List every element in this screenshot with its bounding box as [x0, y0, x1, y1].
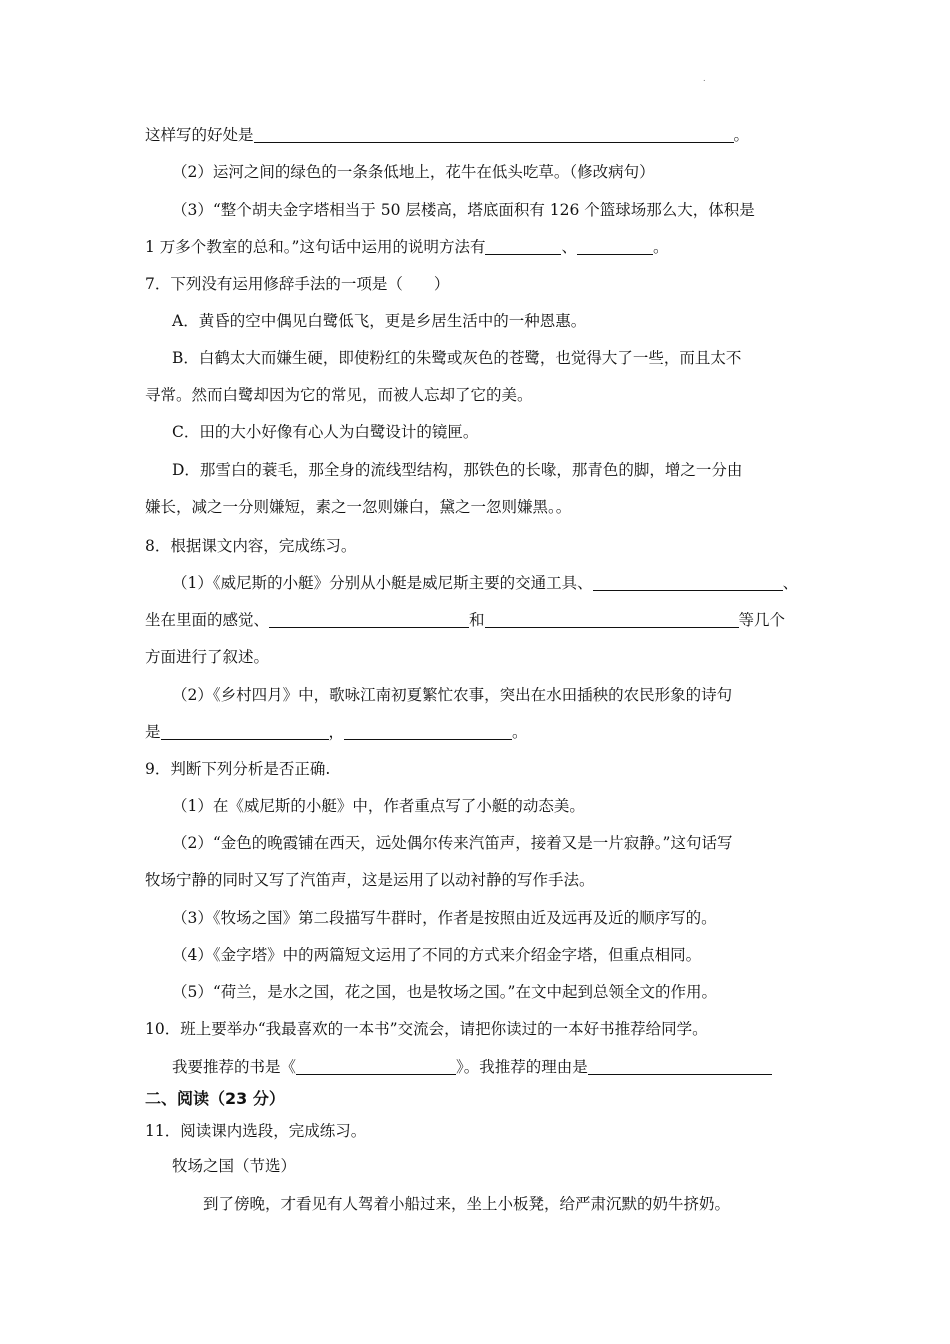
q9-1: （1）在《威尼斯的小艇》中，作者重点写了小艇的动态美。	[172, 797, 585, 815]
q8-blank-2[interactable]	[269, 611, 469, 628]
q6-2: （2）运河之间的绿色的一条条低地上，花牛在低头吃草。（修改病句）	[172, 163, 655, 181]
poem-blank-2[interactable]	[344, 723, 512, 740]
q9-4: （4）《金字塔》中的两篇短文运用了不同的方式来介绍金字塔，但重点相同。	[172, 946, 702, 964]
passage-paragraph: 到了傍晚，才看见有人驾着小船过来，坐上小板凳，给严肃沉默的奶牛挤奶。	[203, 1195, 731, 1213]
method-blank-1[interactable]	[485, 238, 561, 255]
q8-blank-1[interactable]	[593, 574, 783, 591]
q8-2-line2: 是 ， 。	[145, 723, 528, 741]
q9-3: （3）《牧场之国》第二段描写牛群时，作者是按照由近及远再及近的顺序写的。	[172, 909, 717, 927]
q6-3-line1: （3）“整个胡夫金字塔相当于 50 层楼高，塔底面积有 126 个篮球场那么大，体积是	[172, 201, 755, 219]
q6-3-line2: 1 万多个教室的总和。”这句话中运用的说明方法有 、 。	[145, 238, 669, 256]
q8-blank-3[interactable]	[485, 611, 739, 628]
q7-stem: 7．下列没有运用修辞手法的一项是（ ）	[145, 275, 450, 293]
page-mark: .	[703, 74, 706, 83]
q10-stem: 10．班上要举办“我最喜欢的一本书”交流会，请把你读过的一本好书推荐给同学。	[145, 1020, 708, 1038]
q6-benefit-line: 这样写的好处是 。	[145, 126, 750, 144]
section-title-reading: 二、阅读（23 分）	[145, 1089, 285, 1108]
q9-5: （5）“荷兰，是水之国，花之国，也是牧场之国。”在文中起到总领全文的作用。	[172, 983, 717, 1001]
q8-2-line1: （2）《乡村四月》中，歌咏江南初夏繁忙农事，突出在水田插秧的农民形象的诗句	[172, 686, 733, 704]
benefit-blank[interactable]	[254, 126, 734, 143]
q8-1-line2: 坐在里面的感觉、 和 等几个	[145, 611, 786, 629]
reason-blank[interactable]	[588, 1058, 772, 1075]
q10-answer-line: 我要推荐的书是《 》。我推荐的理由是	[172, 1056, 837, 1078]
q7-option-b-line1: B．白鹤太大而嫌生硬，即使粉红的朱鹭或灰色的苍鹭，也觉得大了一些，而且太不	[172, 349, 742, 367]
q7-option-d-line2: 嫌长，减之一分则嫌短，素之一忽则嫌白，黛之一忽则嫌黑。。	[145, 498, 572, 516]
q8-1-line1: （1）《威尼斯的小艇》分别从小艇是威尼斯主要的交通工具、 、	[172, 574, 799, 592]
poem-blank-1[interactable]	[161, 723, 329, 740]
q7-option-b-line2: 寻常。然而白鹭却因为它的常见，而被人忘却了它的美。	[145, 386, 533, 404]
book-title-blank[interactable]	[296, 1058, 456, 1075]
q9-stem: 9．判断下列分析是否正确.	[145, 760, 331, 778]
method-blank-2[interactable]	[577, 238, 653, 255]
q7-option-c: C．田的大小好像有心人为白鹭设计的镜匣。	[172, 423, 479, 441]
q9-2-line1: （2）“金色的晚霞铺在西天，远处偶尔传来汽笛声，接着又是一片寂静。”这句话写	[172, 834, 733, 852]
passage-title: 牧场之国（节选）	[172, 1157, 297, 1175]
q7-option-a: A．黄昏的空中偶见白鹭低飞，更是乡居生活中的一种恩惠。	[172, 312, 587, 330]
q9-2-line2: 牧场宁静的同时又写了汽笛声，这是运用了以动衬静的写作手法。	[145, 871, 595, 889]
q8-1-line3: 方面进行了叙述。	[145, 648, 270, 666]
q8-stem: 8．根据课文内容，完成练习。	[145, 537, 357, 555]
q11-stem: 11．阅读课内选段，完成练习。	[145, 1122, 367, 1140]
q7-option-d-line1: D．那雪白的蓑毛，那全身的流线型结构，那铁色的长喙，那青色的脚，增之一分由	[172, 461, 743, 479]
